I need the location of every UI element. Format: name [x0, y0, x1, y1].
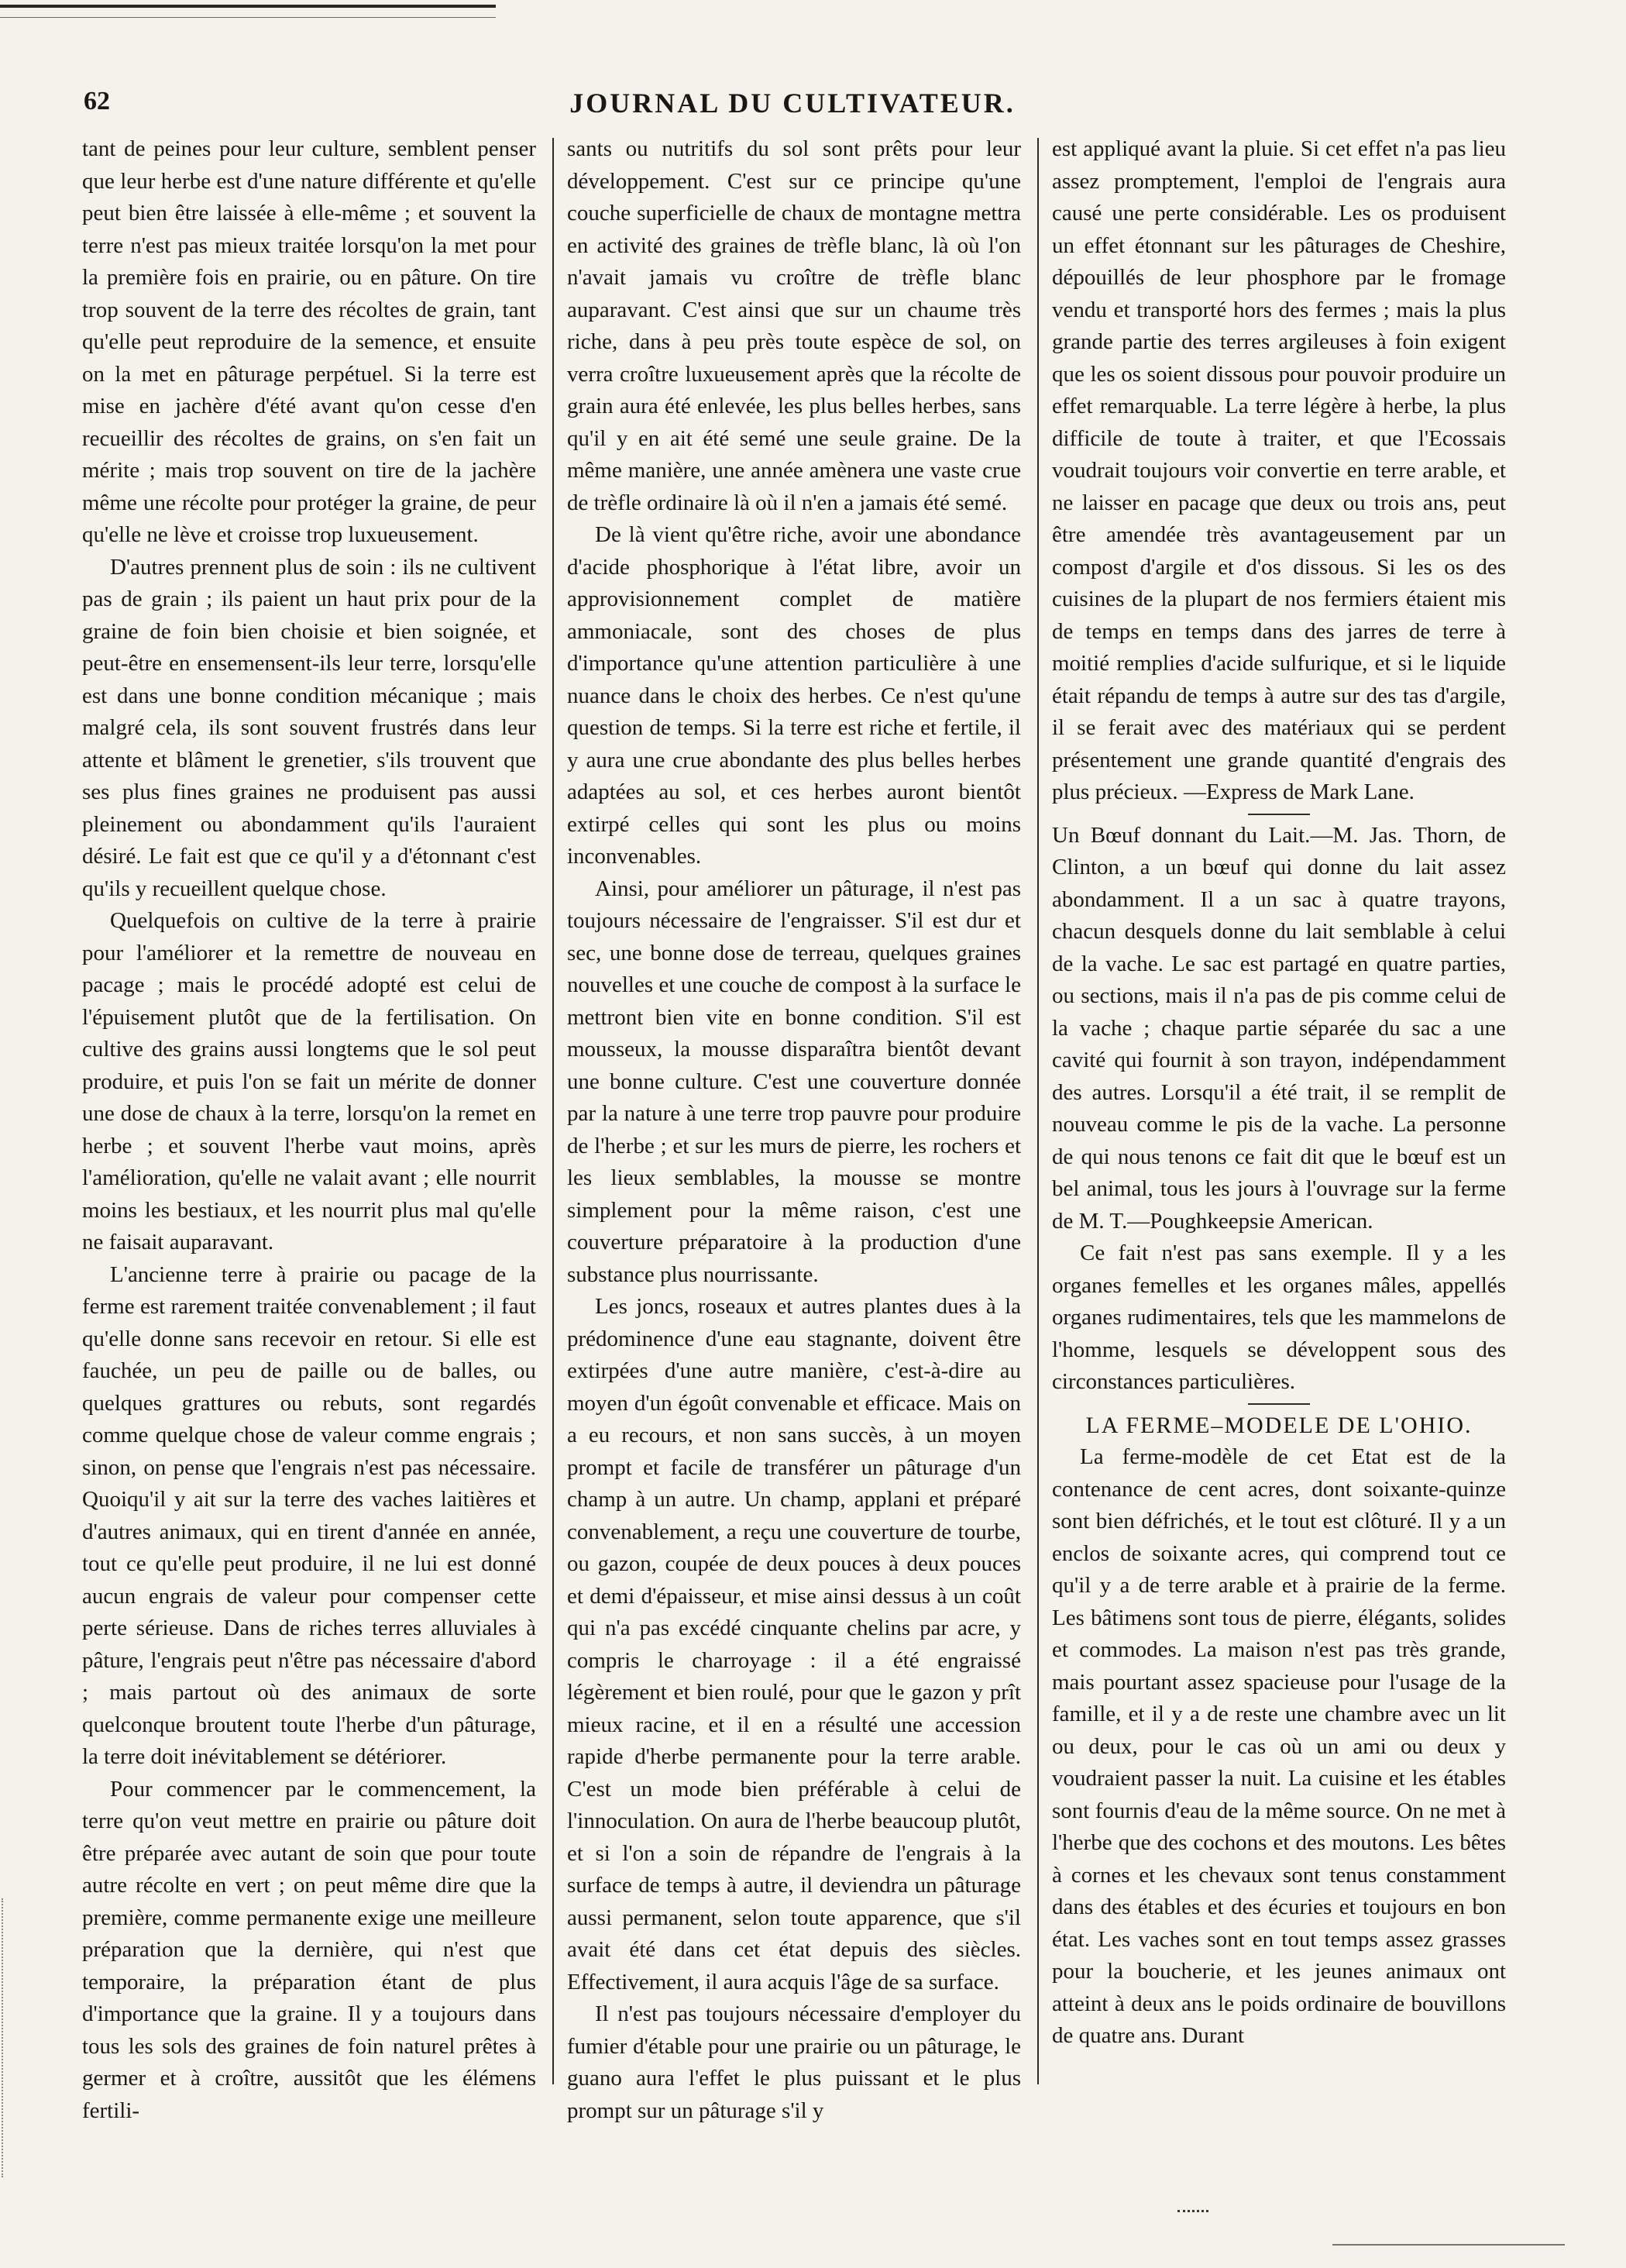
article-columns [82, 133, 1506, 2123]
paragraph: La ferme-modèle de cet Etat est de la contenance de cent acres, dont soixante-quinze sont bien défrichés, et le tout est clôturé. Il y a un enclos de soixante acres, qui comprend tout ce qu'il y a de terre arable et à prairie de la ferme. Les bâtimens sont tous de pierre, élégants, solides et commodes. La maison n'est pas très grande, mais pourtant assez spacieuse pour l'usage de la famille, et il y a de reste une chambre avec un lit ou deux, pour le cas où un ami ou deux y voudraient passer la nuit. La cuisine et les étables sont fournis d'eau de la même source. On ne met à l'herbe que des cochons et des moutons. Les bêtes à cornes et les chevaux sont tenus constamment dans des étables et des écuries et toujours en bon état. Les vaches sont en tout temps assez grasses pour la boucherie, et les jeunes animaux ont atteint à deux ans le poids ordinaire de bouvillons de quatre ans. Durant [1052, 1444, 1506, 2048]
section-separator [1248, 814, 1310, 815]
section-title: LA FERME–MODELE DE L'OHIO. [1085, 1412, 1473, 1438]
paragraph: Un Bœuf donnant du Lait.—M. Jas. Thorn, de Clinton, a un bœuf qui donne du lait assez abondamment. Il a un sac à quatre trayons, chacun desquels donne du lait semblable à celui de la vache. Le sac est partagé en quatre parties, ou sections, mais il n'a pas de pis comme celui de la vache ; chaque partie séparée du sac a une cavité qui fournit à son trayon, indépendamment des autres. Lorsqu'il a été trait, il se remplit de nouveau comme le pis de la vache. La personne de qui nous tenons ce fait dit que le bœuf est un bel animal, tous les jours à l'ouvrage sur la ferme de M. T.—Poughkeepsie American. [1052, 822, 1506, 1234]
margin-marks [2, 1898, 17, 2177]
print-smudge [1177, 2210, 1208, 2218]
paragraph: Pour commencer par le commencement, la terre qu'on veut mettre en prairie ou pâture doit être préparée avec autant de soin que pour toute autre récolte en vert ; on peut même dire que la première, comme permanente exige une meilleure préparation que la dernière, qui n'est que temporaire, la préparation étant de plus d'importance que la graine. Il y a toujours dans tous les sols des graines de foin naturel prêtes à germer et à croître, aussitôt que les élémens fertili- [82, 1776, 536, 2123]
paragraph: est appliqué avant la pluie. Si cet effet n'a pas lieu assez promptement, l'emploi de l'engrais aura causé une perte considérable. Les os produisent un effet étonnant sur les pâturages de Cheshire, dépouillés de leur phosphore par le fromage vendu et transporté hors des fermes ; mais la plus grande partie des terres argileuses à foin exigent que les os soient dissous pour pouvoir produire un effet remarquable. La terre légère à herbe, la plus difficile de toute à traiter, et que l'Ecossais voudrait toujours voir convertie en terre arable, et ne laisser en pacage que deux ou trois ans, peut être amendée très avantageusement par un compost d'argile et d'os dissous. Si les os des cuisines de la plupart de nos fermiers étaient mis de temps en temps dans des jarres de terre à moitié remplies d'acide sulfurique, et si le liquide était répandu de temps à autre sur des tas d'argile, il se ferait avec des matériaux qui se perdent présentement une grande quantité d'engrais des plus précieux. —Express de Mark Lane. [1052, 136, 1506, 804]
journal-title: JOURNAL DU CULTIVATEUR. [569, 88, 1016, 119]
section-separator [1248, 1403, 1310, 1405]
paragraph: sants ou nutritifs du sol sont prêts pour leur développement. C'est sur ce principe qu'une couche superficielle de chaux de montagne mettra en activité des graines de trèfle blanc, là où l'on n'avait jamais vu croître de trèfle blanc auparavant. C'est ainsi que sur un chaume très riche, dans à peu près toute espèce de sol, on verra croître luxueusement après que la récolte de grain aura été enlevée, les plus belles herbes, sans qu'il y en ait été semé une seule graine. De la même manière, une année amènera une vaste crue de trèfle ordinaire là où il n'en a jamais été semé. [567, 136, 1021, 515]
top-decorative-rule [0, 5, 496, 18]
column-divider [552, 138, 554, 2084]
paragraph: Les joncs, roseaux et autres plantes dues à la prédominence d'une eau stagnante, doivent être extirpées d'une autre manière, c'est-à-dire au moyen d'un égoût convenable et efficace. Mais on a eu recours, et non sans succès, à un moyen prompt et facile de transférer un pâturage d'un champ à un autre. Un champ, applani et préparé convenablement, a reçu une couverture de tourbe, ou gazon, coupée de deux pouces à deux pouces et demi d'épaisseur, et mise ainsi dessus à un coût qui n'a pas excédé cinquante chelins par acre, y compris le charroyage : il a été engraissé légèrement et bien roulé, pour que le gazon y prît mieux racine, et il en a résulté une accession rapide d'herbe permanente pour la terre arable. C'est un mode bien préférable à celui de l'innoculation. On aura de l'herbe beaucoup plutôt, et si l'on a soin de répandre de l'engrais à la surface de temps à autre, il deviendra un pâturage aussi permanent, selon toute apparence, que s'il avait été dans cet état depuis des siècles. Effectivement, il aura acquis l'âge de sa surface. [567, 1294, 1021, 1994]
paragraph: D'autres prennent plus de soin : ils ne cultivent pas de grain ; ils paient un haut prix pour de la graine de foin bien choisie et bien soignée, et peut-être en ensemensent-ils leur terre, lorsqu'elle est dans une bonne condition mécanique ; mais malgré cela, ils sont souvent frustrés dans leur attente et blâment le grenetier, s'ils trouvent que ses plus fines graines ne produisent pas aussi pleinement ou abondamment qu'ils l'auraient désiré. Le fait est que ce qu'il y a d'étonnant c'est qu'ils y recueillent quelque chose. [82, 554, 536, 901]
column-1 [82, 133, 536, 2123]
paragraph: tant de peines pour leur culture, semblent penser que leur herbe est d'une nature différente et qu'elle peut bien être laissée à elle-même ; et souvent la terre n'est pas mieux traitée lorsqu'on la met pour la première fois en prairie, ou en pâture. On tire trop souvent de la terre des récoltes de grain, tant qu'elle peut reproduire de la semence, et ensuite on la met en pâturage perpétuel. Si la terre est mise en jachère d'été avant qu'on cesse d'en recueillir des récoltes de grains, on s'en fait un mérite ; mais trop souvent on tire de la jachère même une récolte pour protéger la graine, de peur qu'elle ne lève et croisse trop luxueusement. [82, 136, 536, 547]
paragraph: Ainsi, pour améliorer un pâturage, il n'est pas toujours nécessaire de l'engraisser. S'il est dur et sec, une bonne dose de terreau, quelques graines nouvelles et une couche de compost à la surface le mettront bien vite en bonne condition. S'il est mousseux, la mousse disparaîtra bientôt devant une bonne culture. C'est une couverture donnée par la nature à une terre trop pauvre pour produire de l'herbe ; et sur les murs de pierre, les rochers et les lieux semblables, la mousse se montre simplement pour la même raison, c'est une couverture préparatoire à la production d'une substance plus nourrissante. [567, 876, 1021, 1287]
column-2 [567, 133, 1021, 2123]
paragraph: Ce fait n'est pas sans exemple. Il y a les organes femelles et les organes mâles, appellés organes rudimentaires, tels que les mammelons de l'homme, lesquels se développent sous des circonstances particulières. [1052, 1241, 1506, 1394]
page-header [84, 87, 1501, 124]
page-number: 62 [84, 87, 110, 115]
column-divider [1037, 138, 1039, 2084]
paragraph: De là vient qu'être riche, avoir une abondance d'acide phosphorique à l'état libre, avoir un approvisionnement complet de matière ammoniacale, sont des choses de plus d'importance qu'une attention particulière à une nuance dans le choix des herbes. Ce n'est qu'une question de temps. Si la terre est riche et fertile, il y aura une crue abondante des plus belles herbes adaptées au sol, et ces herbes auront bientôt extirpé celles qui sont les plus ou moins inconvenables. [567, 522, 1021, 869]
paragraph: Quelquefois on cultive de la terre à prairie pour l'améliorer et la remettre de nouveau en pacage ; mais le procédé adopté est celui de l'épuisement plutôt que de la fertilisation. On cultive des grains aussi longtems que le sol peut produire, et puis l'on se fait un mérite de donner une dose de chaux à la terre, lorsqu'on la remet en herbe ; et souvent l'herbe vaut moins, après l'amélioration, qu'elle ne valait avant ; elle nourrit moins les bestiaux, et les nourrit plus mal qu'elle ne faisait auparavant. [82, 908, 536, 1254]
bottom-rule [1332, 2244, 1565, 2246]
paragraph: L'ancienne terre à prairie ou pacage de la ferme est rarement traitée convenablement ; il faut qu'elle donne sans recevoir en retour. Si elle est fauchée, un peu de paille ou de balles, ou quelques grattures ou rebuts, sont regardés comme quelque chose de valeur comme engrais ; sinon, on pense que l'engrais n'est pas nécessaire. Quoiqu'il y ait sur la terre des vaches laitières et d'autres animaux, qui en tirent d'année en année, tout ce qu'elle peut produire, il ne lui est donné aucun engrais de valeur pour compenser cette perte sérieuse. Dans de riches terres alluviales à pâture, l'engrais peut n'être pas nécessaire d'abord ; mais partout où des animaux de sorte quelconque broutent toute l'herbe d'un pâturage, la terre doit inévitablement se détériorer. [82, 1261, 536, 1769]
paragraph: Il n'est pas toujours nécessaire d'employer du fumier d'étable pour une prairie ou un pâturage, le guano aura l'effet le plus puissant et le plus prompt sur un pâturage s'il y [567, 2001, 1021, 2123]
column-3 [1052, 133, 1506, 2086]
